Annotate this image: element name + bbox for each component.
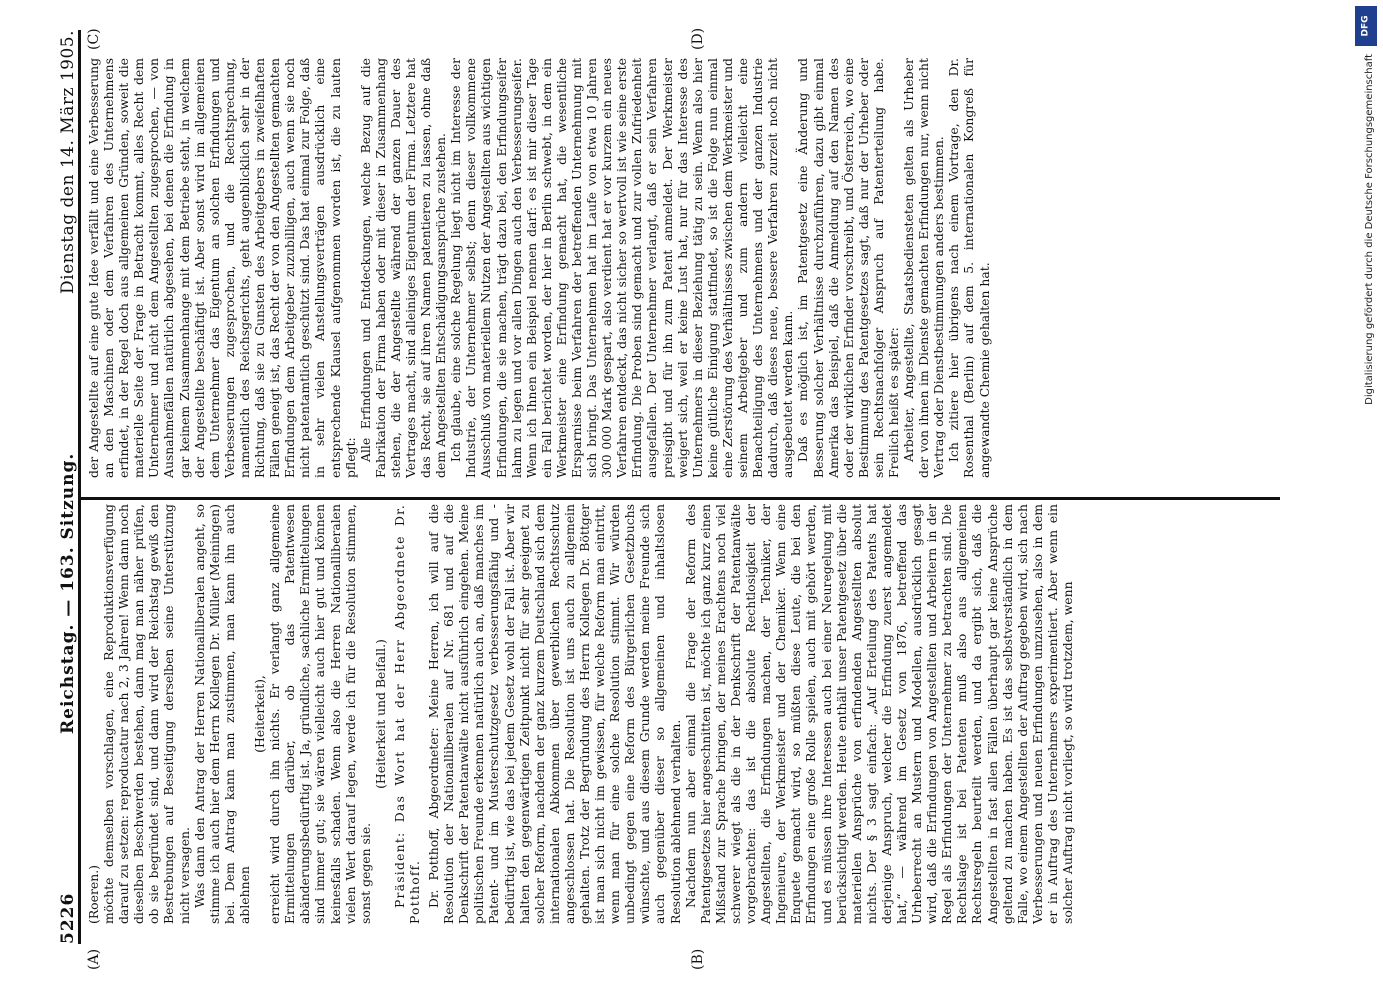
dfg-logo: [1355, 6, 1377, 46]
paragraph: Daß es möglich ist, im Patentgesetz eine Änderung und Besserung solcher Verhältnisse durchzuführen, dazu gibt einmal Amerika das Beispiel, daß die Anmeldung auf den Namen des oder der wirklichen Erfinder vorschreibt, und Österreich, wo eine Bestimmung des Patentgesetzes sagt, daß nur der Urheber oder sein Rechtsnachfolger Anspruch auf Patenterteilung habe. Freilich heißt es später:: [795, 58, 901, 478]
dfg-sidebar: [1355, 6, 1377, 996]
interjection: (Heiterkeit),: [252, 675, 268, 753]
quoted-clause: Alle Erfindungen und Entdeckungen, welche Bezug auf die Fabrikation der Firma haben oder mit dieser in Zusammenhang stehen, die der Angestellte während der ganzen Dauer des Vertrages macht, sind alleiniges Eigentum der Firma. Letztere hat das Recht, sie auf ihren Namen patentieren zu lassen, ohne daß dem Angestellten Entschädigungsansprüche zustehen.: [357, 58, 449, 478]
speech-paragraph: Nachdem nun aber einmal die Frage der Reform des Patentgesetzes hier angeschnitten ist, möchte ich ganz kurz einen Mißstand zur Sprache bringen, der meines Erachtens noch viel schwerer wiegt als die in der Denkschrift der Patentanwälte vorgebrachten: das ist die absolute Rechtlosigkeit der Angestellten, die Erfindungen machen, der Techniker, der Ingenieure, der Werkmeister und der Chemiker. Wenn eine Enquete gemacht wird, so müßten diese Leute, die bei den Erfindungen eine große Rolle spielen, auch mit gehört werden, und es müssen ihre Interessen auch bei einer Neuregelung mit berücksichtigt werden. Heute enthält unser Patentgesetz über die materiellen Ansprüche von erfindenden Angestellten absolut nichts. Der § 3 sagt einfach: „Auf Erteilung des Patents hat derjenige Anspruch, welcher die Erfindung zuerst angemeldet hat,“ — während im Gesetz von 1876, betreffend das Urheberrecht an Mustern und Modellen, ausdrücklich gesagt wird, daß die Erfindungen von Angestellten und Arbeitern in der Regel als Erfindungen der Unternehmer zu betrachten sind. Die Rechtslage ist bei Patenten muß also aus allgemeinen Rechtsregeln beurteilt werden, und da ergibt sich, daß die Angestellten in fast allen Fällen überhaupt gar keine Ansprüche geltend zu machen haben. Es ist das selbstverständlich in dem Falle, wo einem Angestellten der Auftrag gegeben wird, sich nach Verbesserungen und neuen Erfindungen umzusehen, also in dem er in Auftrag des Unternehmers experimentiert. Aber wenn ein solcher Auftrag nicht vorliegt, so wird trotzdem, wenn: [682, 504, 1075, 924]
session-date: Dienstag den 14. März 1905.: [58, 30, 78, 294]
margin-letter-b: (B): [690, 948, 706, 970]
left-column: [86, 504, 1075, 924]
quoted-clause: Arbeiter, Angestellte, Staatsbediensteten gelten als Urheber der von ihnen im Dienste gemachten Erfindungen nur, wenn nicht Vertrag oder Dienstbestimmungen anders bestimmen.: [901, 58, 947, 478]
column-divider: [80, 497, 1280, 500]
running-head: [48, 30, 81, 944]
paragraph: Ich zitiere hier übrigens nach einem Vortrage, den Dr. Rosenthal (Berlin) auf dem 5. internationalen Kongreß für angewandte Chemie gehalten hat.: [946, 58, 992, 478]
session-title: Reichstag. — 163. Sitzung.: [58, 452, 78, 734]
dfg-credit: Digitalisierung gefördert durch die Deutsche Forschungsgemeinschaft: [1364, 54, 1375, 405]
page-number: 5226: [58, 892, 78, 944]
paragraph: erreicht wird durch ihn nichts. Er verlangt ganz allgemeine Ermittelungen darüber, ob das Patentwesen abänderungsbedürftig ist. Ja, gründliche, sachliche Ermittelungen sind immer gut; sie wären vielleicht auch hier gut und können keinesfalls schaden. Wenn also die Herren Nationalliberalen vielen Wert darauf legen, werde ich für die Resolution stimmen, sonst gegen sie.: [267, 504, 373, 924]
speech-paragraph: Dr. Potthoff, Abgeordneter: Meine Herren, ich will auf die Resolution der Nationalliberalen auf Nr. 681 und auf die Denkschrift der Patentanwälte nicht ausführlich eingehen. Meine politischen Freunde erkennen natürlich auch an, daß manches im Patent- und im Musterschutzgesetz verbesserungsfähig und -bedürftig ist, wie das bei jedem Gesetz wohl der Fall ist. Aber wir halten den gegenwärtigen Zeitpunkt nicht für sehr geeignet zu solcher Reform, nachdem der ganz kurzem Deutschland sich dem internationalen Abkommen über gewerblichen Rechtsschutz angeschlossen hat. Die Resolution ist uns auch zu allgemein gehalten. Trotz der Begründung des Herrn Kollegen Dr. Böttger ist man sich nicht im gewissen, für welche Reform man eintritt, wenn man für eine solche Resolution stimmt. Wir würden unbedingt gegen eine Reform des Bürgerlichen Gesetzbuchs wünschte, und aus diesem Grunde werden meine Freunde sich auch gegenüber dieser so allgemeinen und inhaltslosen Resolution ablehnend verhalten.: [426, 504, 683, 924]
margin-letter-a: (A): [86, 948, 102, 970]
speaker-tag: (Roeren.): [86, 865, 101, 924]
right-column: [86, 58, 992, 478]
margin-letter-d: (D): [690, 27, 706, 50]
margin-letter-c: (C): [86, 28, 102, 50]
paragraph: der Angestellte auf eine gute Idee verfällt und eine Verbesserung an den Maschinen oder dem Verfahren des Unternehmens erfindet, in der Regel doch aus allgemeinen Gründen, soweit die materielle Seite der Frage in Betracht kommt, alles Recht dem Unternehmer und nicht dem Angestellten zugesprochen, — von Ausnahmefällen natürlich abgesehen, bei denen die Erfindung in gar keinem Zusammenhange mit dem Betriebe steht, in welchem der Angestellte beschäftigt ist. Aber sonst wird im allgemeinen dem Unternehmer das Eigentum an solchen Erfindungen und Verbesserungen zugesprochen, und die Rechtsprechung, namentlich des Reichsgerichts, geht augenblicklich sehr in der Richtung, daß sie zu Gunsten des Arbeitgebers in zweifelhaften Fällen geneigt ist, das Recht der von den Angestellten gemachten Erfindungen dem Arbeitgeber zuzubilligen, auch wenn sie noch nicht patentamtlich geschützt sind. Das hat einmal zur Folge, daß in sehr vielen Anstellungsverträgen ausdrücklich eine entsprechende Klausel aufgenommen worden ist, die zu lauten pflegt:: [86, 58, 358, 478]
paragraph: Ich glaube, eine solche Regelung liegt nicht im Interesse der Industrie, der Unternehmer selbst; denn dieser vollkommene Ausschluß von materiellem Nutzen der Angestellten aus wichtigen Erfindungen, die sie machen, trägt dazu bei, den Erfindungseifer lahm zu legen und vor allen Dingen auch den Verbesserungseifer. Wenn ich Ihnen ein Beispiel nennen darf: es ist mir dieser Tage ein Fall berichtet worden, der hier in Berlin schwebt, in dem ein Werkmeister eine Erfindung gemacht hat, die wesentliche Ersparnisse beim Verfahren der betreffenden Unternehmung mit sich bringt. Das Unternehmen hat im Laufe von etwa 10 Jahren 300 000 Mark gespart, also verdient hat er vor kurzem ein neues Verfahren entdeckt, das nicht sicher so wertvoll ist wie seine erste Erfindung. Die Proben sind gemacht und zur vollen Zufriedenheit ausgefallen. Der Unternehmer verlangt, daß er sein Verfahren preisgibt und für ihn zum Patent anmeldet. Der Werkmeister weigert sich, weil er keine Lust hat, nur für das Interesse des Unternehmers in dieser Beziehung tätig zu sein. Wenn also hier keine gütliche Einigung stattfindet, so ist die Folge nun einmal eine Zerstörung des Verhältnisses zwischen dem Werkmeister und seinem Arbeitgeber und zum andern vielleicht eine Benachteiligung des Unternehmens und der ganzen Industrie dadurch, daß dieses neue, bessere Verfahren zurzeit noch nicht ausgebeutet werden kann.: [448, 58, 796, 478]
paragraph: Was dann den Antrag der Herren Nationalliberalen angeht, so stimme ich auch hier dem Herrn Kollegen Dr. Müller (Meiningen) bei. Dem Antrag kann man zustimmen, man kann ihn auch ablehnen: [191, 504, 252, 924]
president-remark: Präsident: Das Wort hat der Herr Abgeordnete Dr. Potthoff.: [391, 504, 422, 924]
dfg-logo-label: DFG: [1360, 15, 1371, 37]
paragraph: möchte demselben vorschlagen, eine Reproduktionsverfügung darauf zu setzen: reproducatur nach 2, 3 Jahren! Wenn dann noch dieselben Beschwerden bestehen, dann mag man näher prüfen, ob sie begründet sind, und dann wird der Reichstag gewiß den Bestrebungen auf Beseitigung derselben seine Unterstützung nicht versagen.: [101, 504, 192, 924]
interjection: (Heiterkeit und Beifall.): [372, 639, 388, 789]
